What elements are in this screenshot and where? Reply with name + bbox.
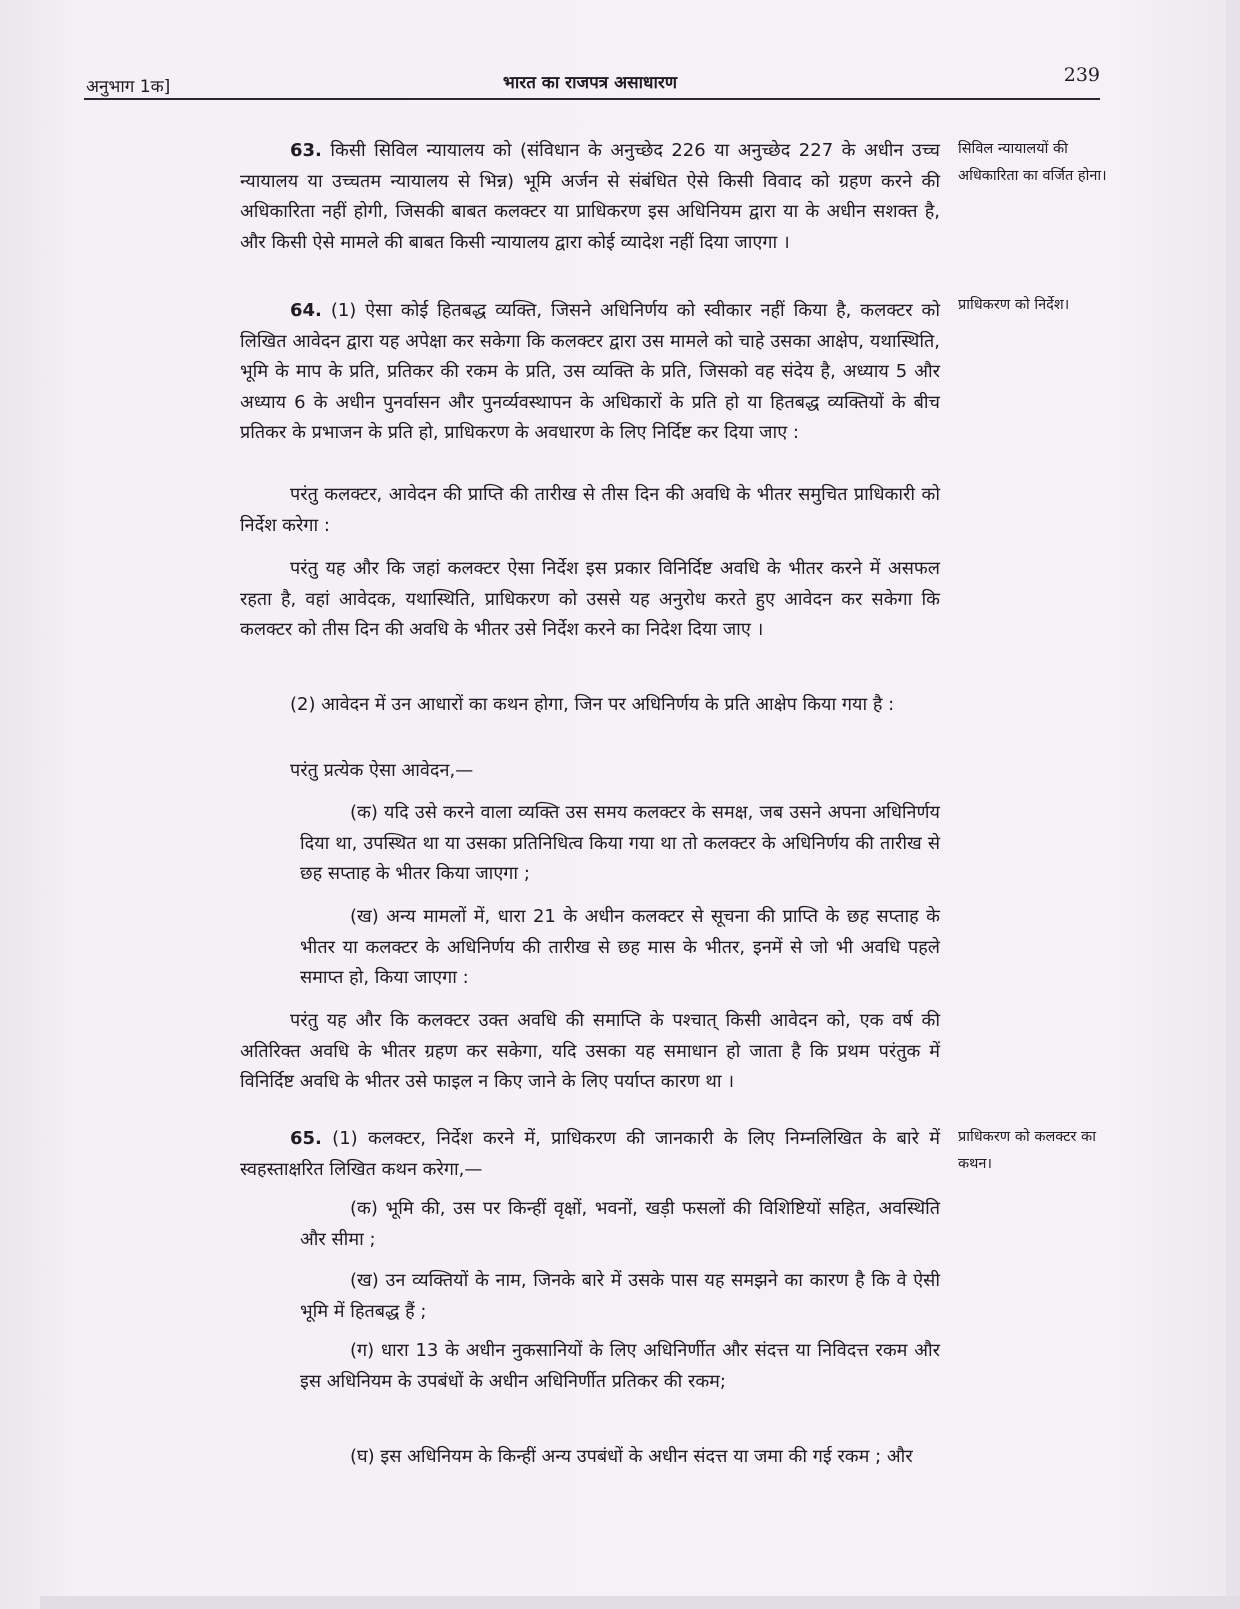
section-63-margin-note: सिविल न्यायालयों की अधिकारिता का वर्जित होना। (958, 141, 1107, 184)
section-63-number: 63. (290, 140, 322, 161)
section-64-subsection-1 (240, 296, 940, 449)
section-64-subsection-2 (240, 690, 940, 721)
section-64-proviso-2-text: परंतु यह और कि जहां कलक्टर ऐसा निर्देश इस प्रकार विनिर्दिष्ट अवधि के भीतर करने में असफल रहता है, वहां आवेदक, यथास्थिति, प्राधिकरण को उससे यह अनुरोध करते हुए आवेदन कर सकेगा कि कलक्टर को तीस दिन की अवधि के भीतर उसे निर्देश करने का निदेश दिया जाए । (240, 558, 940, 640)
page-edge-bottom (40, 1596, 1240, 1609)
section-64-margin-note: प्राधिकरण को निर्देश। (958, 297, 1070, 313)
section-64-clause-b-text: (ख) अन्य मामलों में, धारा 21 के अधीन कलक्टर से सूचना की प्राप्ति के छह सप्ताह के भीतर या कलक्टर के अधिनिर्णय की तारीख से छह मास के भीतर, इनमें से जो भी अवधि पहले समाप्त हो, किया जाएगा : (300, 906, 940, 988)
section-65-clause-b (300, 1266, 940, 1327)
page-edge-right (1226, 0, 1240, 1609)
section-65-clause-c (300, 1336, 940, 1397)
section-64-proviso-3 (240, 756, 940, 787)
section-64-clause-b (300, 902, 940, 994)
section-65-subsection-1 (240, 1124, 940, 1185)
section-64-p1-text: (1) ऐसा कोई हितबद्ध व्यक्ति, जिसने अधिनिर्णय को स्वीकार नहीं किया है, कलक्टर को लिखित आवेदन द्वारा यह अपेक्षा कर सकेगा कि कलक्टर द्वारा उस मामले को चाहे उसका आक्षेप, यथास्थिति, भूमि के माप के प्रति, प्रतिकर की रकम के प्रति, उस व्यक्ति के प्रति, जिसको वह संदेय है, अध्याय 5 और अध्याय 6 के अधीन पुनर्वासन और पुनर्व्यवस्थापन के अधिकारों के प्रति हो या हितबद्ध व्यक्तियों के बीच प्रतिकर के प्रभाजन के प्रति हो, प्राधिकरण के अवधारण के लिए निर्दिष्ट कर दिया जाए : (240, 300, 940, 443)
header-part: अनुभाग 1क] (86, 77, 171, 97)
section-64-proviso-3-text: परंतु प्रत्येक ऐसा आवेदन,— (290, 760, 474, 781)
section-65-clause-a-text: (क) भूमि की, उस पर किन्हीं वृक्षों, भवनों, खड़ी फसलों की विशिष्टियों सहित, अवस्थिति और सीमा ; (300, 1198, 940, 1250)
section-65-margin-note: प्राधिकरण को कलक्टर का कथन। (958, 1129, 1096, 1172)
section-64-proviso-4 (240, 1006, 940, 1098)
section-65 (240, 1124, 940, 1185)
section-64-proviso-4-text: परंतु यह और कि कलक्टर उक्त अवधि की समाप्ति के पश्चात् किसी आवेदन को, एक वर्ष की अतिरिक्त अवधि के भीतर ग्रहण कर सकेगा, यदि उसका यह समाधान हो जाता है कि प्रथम परंतुक में विनिर्दिष्ट अवधि के भीतर उसे फाइल न किए जाने के लिए पर्याप्त कारण था । (240, 1010, 940, 1092)
section-64-proviso-1 (240, 480, 940, 541)
section-63 (240, 136, 940, 258)
section-65-clause-a (300, 1194, 940, 1255)
header-title: भारत का राजपत्र असाधारण (502, 73, 678, 93)
section-65-clause-d-text: (घ) इस अधिनियम के किन्हीं अन्य उपबंधों के अधीन संदत्त या जमा की गई रकम ; और (350, 1446, 913, 1467)
section-63-paragraph (240, 136, 940, 258)
section-64 (240, 296, 940, 449)
section-65-clause-d (300, 1442, 940, 1473)
section-64-number: 64. (290, 300, 322, 321)
section-64-proviso-2 (240, 554, 940, 646)
section-65-clause-c-text: (ग) धारा 13 के अधीन नुकसानियों के लिए अधिनिर्णीत और संदत्त या निविदत्त रकम और इस अधिनियम के उपबंधों के अधीन अधिनिर्णीत प्रतिकर की रकम; (300, 1340, 940, 1392)
section-64-clause-a-text: (क) यदि उसे करने वाला व्यक्ति उस समय कलक्टर के समक्ष, जब उसने अपना अधिनिर्णय दिया था, उपस्थित था या उसका प्रतिनिधित्व किया गया था तो कलक्टर के अधिनिर्णय की तारीख से छह सप्ताह के भीतर किया जाएगा ; (300, 802, 940, 884)
section-64-proviso-1-text: परंतु कलक्टर, आवेदन की प्राप्ति की तारीख से तीस दिन की अवधि के भीतर समुचित प्राधिकारी को निर्देश करेगा : (240, 484, 940, 536)
section-64-p2-text: (2) आवेदन में उन आधारों का कथन होगा, जिन पर अधिनिर्णय के प्रति आक्षेप किया गया है : (290, 694, 895, 715)
section-64-clause-a (300, 798, 940, 890)
section-65-clause-b-text: (ख) उन व्यक्तियों के नाम, जिनके बारे में उसके पास यह समझने का कारण है कि वे ऐसी भूमि में हितबद्ध हैं ; (300, 1270, 940, 1322)
page-number: 239 (1063, 64, 1100, 86)
section-65-number: 65. (290, 1128, 322, 1149)
section-63-text: किसी सिविल न्यायालय को (संविधान के अनुच्छेद 226 या अनुच्छेद 227 के अधीन उच्च न्यायालय या उच्चतम न्यायालय से भिन्न) भूमि अर्जन से संबंधित ऐसे किसी विवाद को ग्रहण करने की अधिकारिता नहीं होगी, जिसकी बाबत कलक्टर या प्राधिकरण इस अधिनियम द्वारा या के अधीन सशक्त है, और किसी ऐसे मामले की बाबत किसी न्यायालय द्वारा कोई व्यादेश नहीं दिया जाएगा । (240, 140, 940, 253)
section-65-p1-text: (1) कलक्टर, निर्देश करने में, प्राधिकरण की जानकारी के लिए निम्नलिखित के बारे में स्वहस्ताक्षरित लिखित कथन करेगा,— (240, 1128, 940, 1180)
header-rule (84, 98, 1100, 100)
